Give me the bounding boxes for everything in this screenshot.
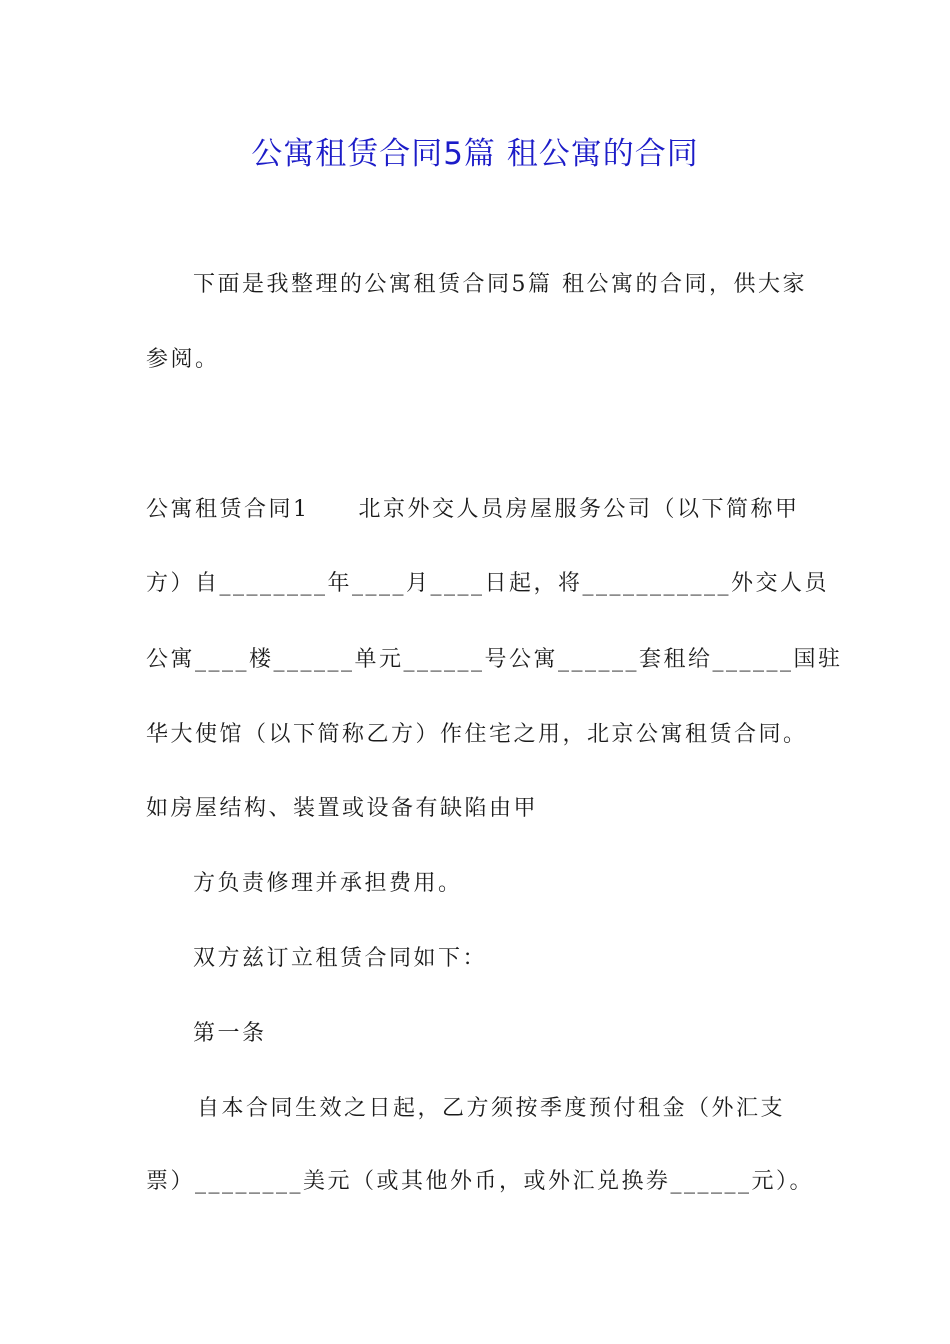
contract-line-1: 公寓租赁合同1 北京外交人员房屋服务公司（以下简称甲 [146,497,800,522]
contract-line-6: 方负责修理并承担费用。 [193,871,463,896]
contract-line-4: 华大使馆（以下简称乙方）作住宅之用，北京公寓租赁合同。 [146,722,808,747]
document-title: 公寓租赁合同5篇 租公寓的合同 [251,136,699,172]
article-1-line-1: 自本合同生效之日起，乙方须按季度预付租金（外汇支 [197,1096,786,1121]
contract-line-2: 方）自________年____月____日起，将___________外交人员 [146,571,830,596]
article-heading: 第一条 [193,1021,267,1046]
intro-line-2: 参阅。 [146,347,220,372]
contract-line-3: 公寓____楼______单元______号公寓______套租给______国驻 [146,647,843,672]
article-1-line-2: 票）________美元（或其他外币，或外汇兑换券______元）。 [146,1169,815,1194]
intro-line-1: 下面是我整理的公寓租赁合同5篇 租公寓的合同，供大家 [193,272,807,297]
contract-line-5: 如房屋结构、装置或设备有缺陷由甲 [146,796,539,821]
contract-line-7: 双方兹订立租赁合同如下： [193,946,488,971]
